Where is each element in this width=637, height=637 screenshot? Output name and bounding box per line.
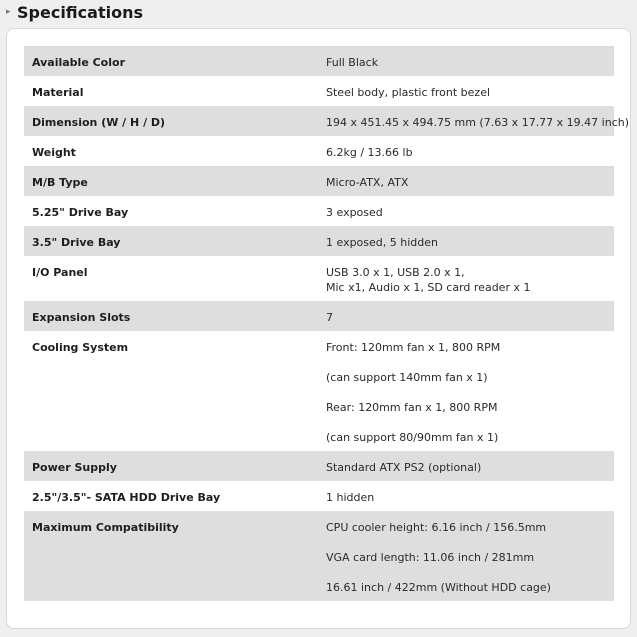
spec-value-line: 1 hidden — [326, 491, 375, 504]
spec-value-line: Front: 120mm fan x 1, 800 RPM — [326, 341, 501, 354]
spec-value — [318, 511, 614, 601]
spec-value — [318, 196, 614, 226]
spec-label: Material — [32, 86, 84, 99]
table-row-525-drive-bay — [24, 196, 614, 226]
spec-value-line: 3 exposed — [326, 206, 383, 219]
section-header — [0, 0, 637, 28]
spec-value — [318, 481, 614, 511]
table-row-material — [24, 76, 614, 106]
spec-value-line: USB 3.0 x 1, USB 2.0 x 1, — [326, 266, 465, 279]
spec-label: M/B Type — [32, 176, 88, 189]
spec-value-line: 16.61 inch / 422mm (Without HDD cage) — [326, 581, 551, 594]
spec-value — [318, 301, 614, 331]
table-row-weight — [24, 136, 614, 166]
spec-label: 2.5"/3.5"- SATA HDD Drive Bay — [32, 491, 221, 504]
table-row-mb-type — [24, 166, 614, 196]
table-row-maximum-compatibility — [24, 511, 614, 601]
spec-value-line: 7 — [326, 311, 333, 324]
spec-value-line: (can support 140mm fan x 1) — [326, 371, 488, 384]
spec-value — [318, 46, 614, 76]
spec-label: Expansion Slots — [32, 311, 131, 324]
spec-label: I/O Panel — [32, 266, 88, 279]
table-row-cooling-system — [24, 331, 614, 451]
spec-value — [318, 256, 614, 301]
spec-label: Dimension (W / H / D) — [32, 116, 166, 129]
spec-value — [318, 76, 614, 106]
spec-label: Available Color — [32, 56, 125, 69]
specs-table — [24, 46, 630, 601]
spec-label: Cooling System — [32, 341, 129, 354]
table-row-io-panel — [24, 256, 614, 301]
spec-value — [318, 331, 614, 451]
page-title: Specifications — [17, 3, 143, 22]
spec-value-line: 1 exposed, 5 hidden — [326, 236, 438, 249]
table-row-available-color — [24, 46, 614, 76]
table-row-35-drive-bay — [24, 226, 614, 256]
spec-value — [318, 451, 614, 481]
spec-value-line: Rear: 120mm fan x 1, 800 RPM — [326, 401, 498, 414]
spec-label: 3.5" Drive Bay — [32, 236, 121, 249]
table-row-expansion-slots — [24, 301, 614, 331]
spec-value-line: Mic x1, Audio x 1, SD card reader x 1 — [326, 281, 531, 294]
spec-label: Maximum Compatibility — [32, 521, 179, 534]
spec-value-line: (can support 80/90mm fan x 1) — [326, 431, 499, 444]
spec-value — [318, 136, 614, 166]
spec-value-line: 6.2kg / 13.66 lb — [326, 146, 413, 159]
spec-label: Power Supply — [32, 461, 117, 474]
spec-value — [318, 106, 630, 136]
spec-value-line: CPU cooler height: 6.16 inch / 156.5mm — [326, 521, 547, 534]
spec-label: 5.25" Drive Bay — [32, 206, 129, 219]
spec-value-line: 194 x 451.45 x 494.75 mm (7.63 x 17.77 x 19.47 inch) — [326, 116, 630, 129]
spec-label: Weight — [32, 146, 76, 159]
table-row-dimension — [24, 106, 630, 136]
spec-value-line: VGA card length: 11.06 inch / 281mm — [326, 551, 535, 564]
spec-value — [318, 166, 614, 196]
spec-value-line: Standard ATX PS2 (optional) — [326, 461, 482, 474]
spec-value-line: Full Black — [326, 56, 379, 69]
bullet-arrow-icon: ▸ — [6, 7, 11, 17]
spec-value-line: Steel body, plastic front bezel — [326, 86, 491, 99]
table-row-power-supply — [24, 451, 614, 481]
spec-value-line: Micro-ATX, ATX — [326, 176, 409, 189]
spec-value — [318, 226, 614, 256]
table-row-hdd-drive-bay — [24, 481, 614, 511]
